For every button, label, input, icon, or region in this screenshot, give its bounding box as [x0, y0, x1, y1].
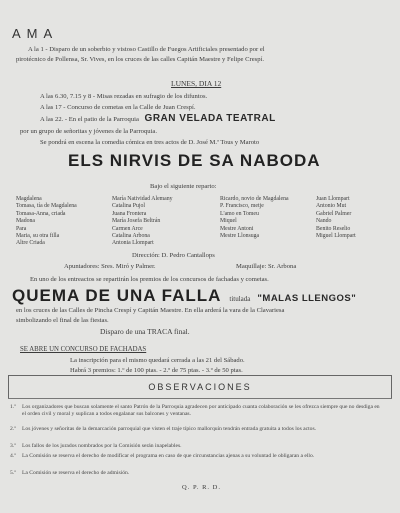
schedule-line-4: por un grupo de señoritas y jóvenes de la Parroquia.: [20, 128, 157, 135]
concurso-title: SE ABRE UN CONCURSO DE FACHADAS: [20, 346, 147, 353]
observacion-number: 2.º: [10, 426, 16, 432]
observacion-text: Los jóvenes y señoritas de la demarcación parroquial que visten el traje típico mallorquín tendrán entrada gratuita a todos los actos.: [22, 426, 317, 432]
schedule-line-3-text: A las 22. - En el patio de la Parroquia: [40, 116, 139, 123]
observacion-text: La Comisión se reserva el derecho de admisión.: [22, 470, 130, 476]
intro-line-2: pirotécnico de Pollensa, Sr. Vives, en los cruces de las calles Capitán Maestre y Felipe Crespí.: [16, 56, 264, 63]
observacion-number: 1.º: [10, 404, 16, 410]
cast-role: Madona: [16, 218, 35, 225]
cast-actor: Carmen Arce: [112, 225, 143, 232]
cast-actors-left: [112, 196, 173, 248]
falla-subtitle: "MALAS LLENGOS": [257, 293, 357, 304]
observacion-number: 4.º: [10, 453, 16, 459]
cast-intro: Bajo el siguiente reparto:: [150, 183, 217, 190]
apuntadores: Apuntadores: Sres. Miró y Palmer.: [64, 263, 156, 270]
observaciones-header-box: [8, 375, 392, 399]
cast-actor: Nando: [316, 218, 332, 225]
observaciones-title: OBSERVACIONES: [148, 382, 252, 392]
schedule-line-2: A las 17 - Concurso de cometas en la Calle de Juan Crespí.: [40, 104, 196, 111]
cast-actor: Benito Reselio: [316, 225, 351, 232]
cast-role: Miquel: [220, 218, 237, 225]
observacion-item: [10, 426, 382, 433]
cast-actor: Antonia Llompart: [112, 240, 154, 247]
velada-title: GRAN VELADA TEATRAL: [144, 113, 276, 124]
cast-actor: Catalina Pujol: [112, 203, 146, 210]
cast-role: Tomasa-Anna, criada: [16, 210, 66, 217]
observacion-text: La Comisión se reserva el derecho de modificar el programa en caso de que circunstancias ajenas a su voluntad le obligaran a ello.: [22, 453, 315, 459]
observacion-number: 5.º: [10, 470, 16, 476]
cast-actor: María Natividad Alemany: [112, 196, 173, 202]
cast-role: L'amo en Tomeu: [220, 210, 259, 217]
observaciones-divider: [8, 398, 392, 399]
cast-actors-right: [316, 196, 356, 240]
observacion-item: [10, 404, 382, 418]
intro-line-1: A la 1 - Disparo de un soberbio y vistoso Castillo de Fuegos Artificiales presentado por el: [28, 46, 265, 53]
cast-actor: Catalina Arbona: [112, 232, 150, 239]
observacion-text: Los fallos de los jurados nombrados por la Comisión serán inapelables.: [22, 443, 182, 449]
cast-roles-left: [16, 196, 77, 248]
cast-role: Mestre Antoni: [220, 225, 254, 232]
entreacto-note: En uno de los entreactos se repartirán los premios de los concursos de fachadas y cometas.: [30, 276, 269, 283]
falla-heading: [12, 286, 356, 306]
cast-actor: María Josefa Beltrán: [112, 218, 161, 225]
falla-line-1: en los cruces de las Calles de Pincha Crespí y Capitán Maestre. En ella arderá la vara de la Clavariesa: [16, 307, 285, 314]
cast-role: Tomasa, tía de Magdalena: [16, 203, 77, 210]
play-title: ELS NIRVIS DE SA NABODA: [68, 151, 321, 170]
maquillaje: Maquillaje: Sr. Arbona: [236, 263, 297, 270]
day-label: LUNES, DIA 12: [171, 79, 222, 88]
observacion-text: Los organizadores que buscan solamente el santo Patrón de la Parroquia agradecen por anticipado cuanta colaboración se les ofrezca siempre que no desdiga en el orden civil y moral y suplican a todos engalanar sus balcones y ventanas.: [22, 404, 380, 417]
falla-line-2: simbolizando el final de las fiestas.: [16, 317, 109, 324]
cast-actor: Juana Frontera: [112, 210, 147, 217]
falla-subtitle-pre: titulada: [229, 295, 251, 303]
concurso-line-2: Habrá 3 premios: 1.º de 100 ptas. - 2.º de 75 ptas. - 3.º de 50 ptas.: [70, 367, 243, 374]
observacion-item: [10, 453, 382, 460]
cast-role: Ricardo, novio de Magdalena: [220, 196, 289, 202]
schedule-line-5: Se pondrá en escena la comedia cómica en tres actos de D. José M.ª Tous y Maroto: [40, 139, 260, 146]
cast-role: Mestre Llonsuga: [220, 232, 260, 239]
direccion: Dirección: D. Pedro Cantallops: [132, 252, 215, 259]
cast-role: P. Francisco, metje: [220, 203, 264, 210]
schedule-line-1: A las 6.30, 7.15 y 8 - Misas rezadas en sufragio de los difuntos.: [40, 93, 208, 100]
cast-actor: Gabriel Palmer: [316, 210, 352, 217]
cast-actor: Miguel Llompart: [316, 232, 356, 239]
observacion-item: [10, 443, 382, 450]
observacion-number: 3.º: [10, 443, 16, 449]
cast-role: Maria, su otra filla: [16, 232, 60, 239]
concurso-line-1: La inscripción para el mismo quedará cerrada a las 21 del Sábado.: [70, 357, 245, 364]
cast-role: Altre Criada: [16, 240, 45, 247]
cast-roles-right: [220, 196, 289, 240]
cast-actor: Juan Llompart: [316, 196, 350, 202]
footer-signature: Q. P. R. D.: [182, 484, 221, 491]
header-title: AMA: [12, 26, 59, 41]
schedule-line-3: [40, 115, 276, 124]
falla-title: QUEMA DE UNA FALLA: [12, 286, 222, 305]
cast-actor: Antonio Mut: [316, 203, 347, 210]
cast-role: Magdalena: [16, 196, 42, 202]
observacion-item: [10, 470, 382, 477]
cast-role: Para: [16, 225, 27, 232]
traca-line: Disparo de una TRACA final.: [100, 327, 190, 336]
